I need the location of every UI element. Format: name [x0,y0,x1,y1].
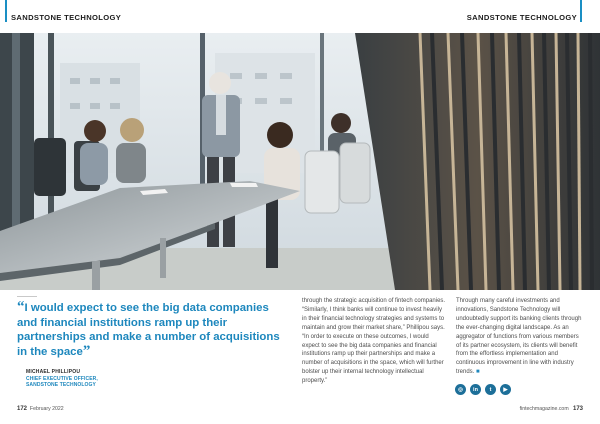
pull-quote [17,301,287,359]
attribution-name: MICHAEL PHILLIPOU [26,369,81,375]
attribution-role-line1: CHIEF EXECUTIVE OFFICER, [26,376,98,382]
quote-divider [17,296,37,297]
body-column-2 [456,297,584,377]
quote-close-mark: ” [82,342,91,359]
header-title-right: SANDSTONE TECHNOLOGY [466,13,577,22]
header-title-left: SANDSTONE TECHNOLOGY [11,13,122,22]
header-accent-rule-right [580,0,582,22]
page-header [0,0,600,33]
pull-quote-text: I would expect to see the big data companies and financial institutions ramp up their partnerships and make a number of acquisitions in the space [17,302,280,358]
site-url[interactable]: fintechmagazine.com [519,406,569,412]
end-of-article-mark: ■ [476,369,480,376]
page-number-left: 172 [17,406,28,412]
twitter-icon[interactable]: t [485,384,496,395]
youtube-icon[interactable]: ▶ [500,384,511,395]
header-accent-rule-left [5,0,7,22]
boardroom-meeting-photo [0,33,600,290]
social-links [455,384,511,395]
attribution-role [26,376,136,388]
attribution-role-line2: SANDSTONE TECHNOLOGY [26,382,96,389]
linkedin-icon[interactable]: in [470,384,481,395]
quote-open-mark: “ [17,299,25,315]
website-icon[interactable]: ◎ [455,384,466,395]
body-column-1: through the strategic acquisition of fintech companies. “Similarly, I think banks will continue to invest heavily in their financial technology strategies and systems to maintain and grow their market share,” Phillipou says. “In order to execute on these outcomes, I would expect to see the big data companies and financial institutions ramp up their partnerships and make a number of acquisitions in the space, which will further bolster up their internal technology intellectual property.” [302,298,446,385]
footer-right [520,406,583,412]
issue-date: February 2022 [29,406,64,412]
footer-left [17,406,64,412]
body-column-2-text: Through many careful investments and innovations, Sandstone Technology will undoubtedly support its banking clients through the ever-changing digital landscape. As an aggregator of functions from various members of its partner ecosystem, its clients will benefit from the effortless implementation and continuous improvement in line with industry trends. [456,298,582,376]
page-number-right: 173 [572,406,583,412]
